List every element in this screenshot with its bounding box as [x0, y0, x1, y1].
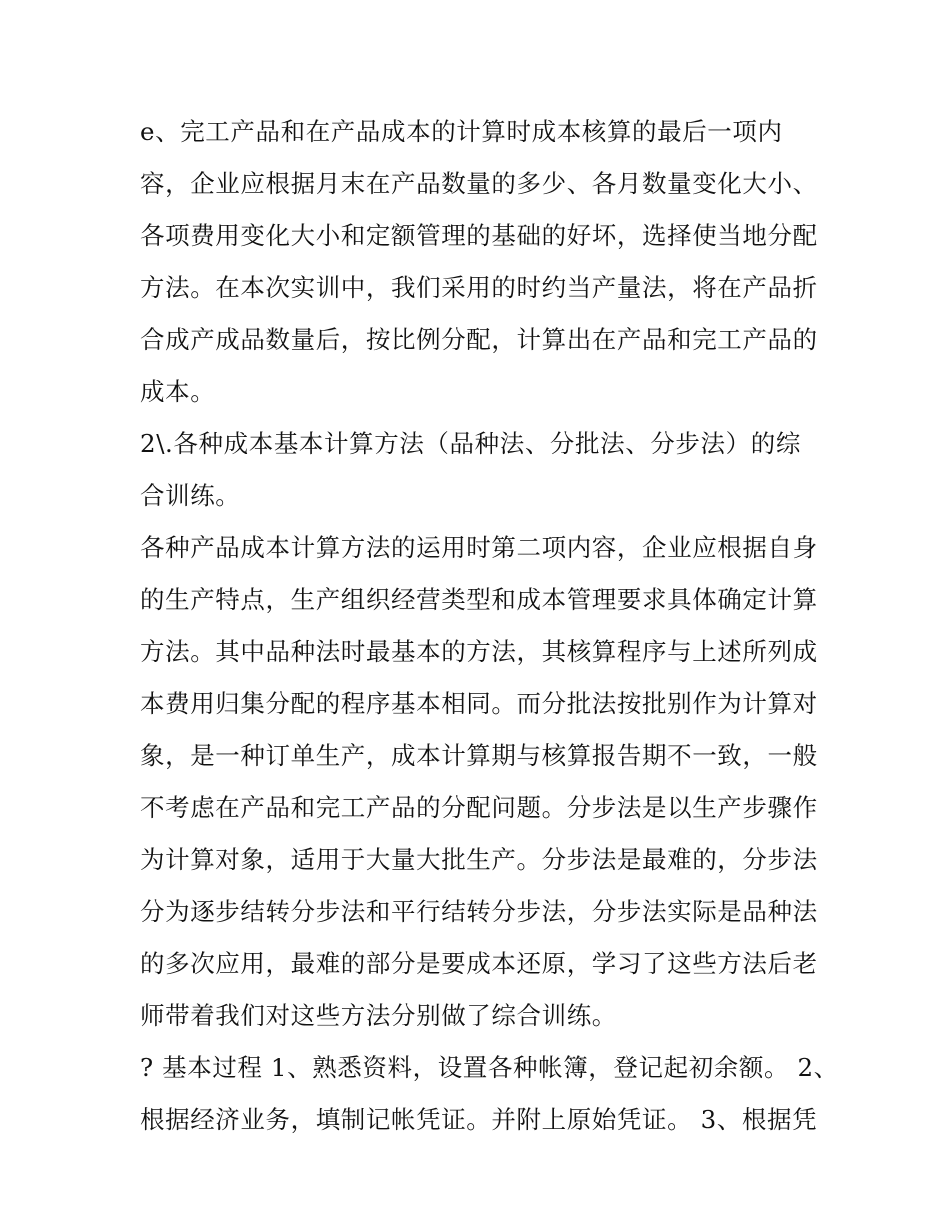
section-heading-line: 2\.各种成本基本计算方法（品种法、分批法、分步法）的综	[140, 429, 801, 458]
text-line: 本费用归集分配的程序基本相同。而分批法按批别作为计算对	[140, 689, 818, 718]
text-line: 合成产成品数量后，按比例分配，计算出在产品和完工产品的	[140, 325, 818, 354]
text-line: e、完工产品和在产品成本的计算时成本核算的最后一项内	[140, 117, 783, 146]
text-line: 根据经济业务，填制记帐凭证。并附上原始凭证。 3、根据凭	[140, 1105, 818, 1134]
section-heading-line: 合训练。	[140, 481, 241, 510]
text-line: 为计算对象，适用于大量大批生产。分步法是最难的，分步法	[140, 845, 818, 874]
text-line: 成本。	[140, 377, 216, 406]
text-line: ? 基本过程 1、熟悉资料，设置各种帐簿，登记起初余额。 2、	[140, 1053, 839, 1082]
text-line: 的生产特点，生产组织经营类型和成本管理要求具体确定计算	[140, 585, 818, 614]
text-line: 容，企业应根据月末在产品数量的多少、各月数量变化大小、	[140, 169, 818, 198]
text-line: 的多次应用，最难的部分是要成本还原，学习了这些方法后老	[140, 949, 818, 978]
text-line: 师带着我们对这些方法分别做了综合训练。	[140, 1001, 617, 1030]
text-line: 各项费用变化大小和定额管理的基础的好坏，选择使当地分配	[140, 221, 818, 250]
text-line: 分为逐步结转分步法和平行结转分步法，分步法实际是品种法	[140, 897, 818, 926]
text-line: 方法。其中品种法时最基本的方法，其核算程序与上述所列成	[140, 637, 818, 666]
body-text	[140, 106, 839, 1146]
text-line: 象，是一种订单生产，成本计算期与核算报告期不一致，一般	[140, 741, 818, 770]
text-line: 方法。在本次实训中，我们采用的时约当产量法，将在产品折	[140, 273, 818, 302]
text-line: 各种产品成本计算方法的运用时第二项内容，企业应根据自身	[140, 533, 818, 562]
text-line: 不考虑在产品和完工产品的分配问题。分步法是以生产步骤作	[140, 793, 818, 822]
